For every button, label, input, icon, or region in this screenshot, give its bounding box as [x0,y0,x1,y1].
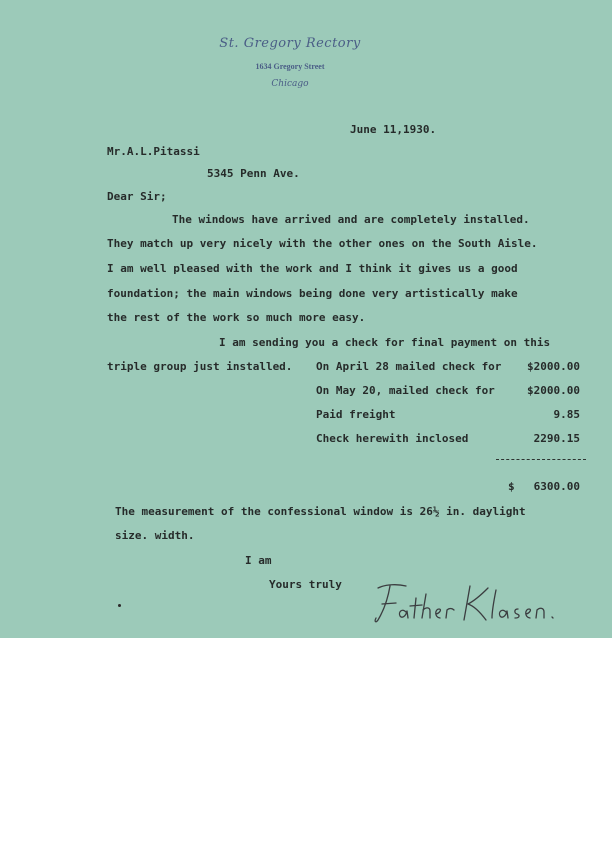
paragraph3-line: size. width. [115,529,195,542]
payment-label: On May 20, mailed check for [316,384,495,397]
closing-i-am: I am [245,554,272,567]
total-amount: 6300.00 [533,480,580,493]
recipient-name: Mr.A.L.Pitassi [107,145,200,158]
payment-label: Check herewith inclosed [316,432,469,445]
closing-yours-truly: Yours truly [269,578,342,591]
letterhead-street: 1634 Gregory Street [255,62,325,71]
paragraph3-line: The measurement of the confessional window is 26½ in. daylight [115,505,526,518]
total-rule [496,459,586,460]
paragraph2-line: I am sending you a check for final payment on this [219,336,551,349]
salutation: Dear Sir; [107,190,167,203]
paragraph1-line: I am well pleased with the work and I think it gives us a good [107,262,518,275]
recipient-address: 5345 Penn Ave. [207,167,300,180]
paragraph1-line: They match up very nicely with the other ones on the South Aisle. [107,237,538,250]
paragraph1-line: foundation; the main windows being done very artistically make [107,287,518,300]
paragraph1-line: the rest of the work so much more easy. [107,311,366,324]
payment-amount: $2000.00 [527,360,580,373]
letterhead-city: Chicago [271,79,309,89]
payment-label: Paid freight [316,408,396,421]
payment-amount: $2000.00 [527,384,580,397]
letter-date: June 11,1930. [350,123,437,136]
paragraph1-line: The windows have arrived and are completely installed. [172,213,530,226]
signature-image [372,576,562,626]
payment-amount: 9.85 [553,408,580,421]
total-currency: $ [508,480,515,493]
letterhead-name: St. Gregory Rectory [219,36,361,51]
payment-label: On April 28 mailed check for [316,360,502,373]
paragraph2-line: triple group just installed. [107,360,293,373]
payment-amount: 2290.15 [533,432,580,445]
ink-mark [118,604,121,607]
